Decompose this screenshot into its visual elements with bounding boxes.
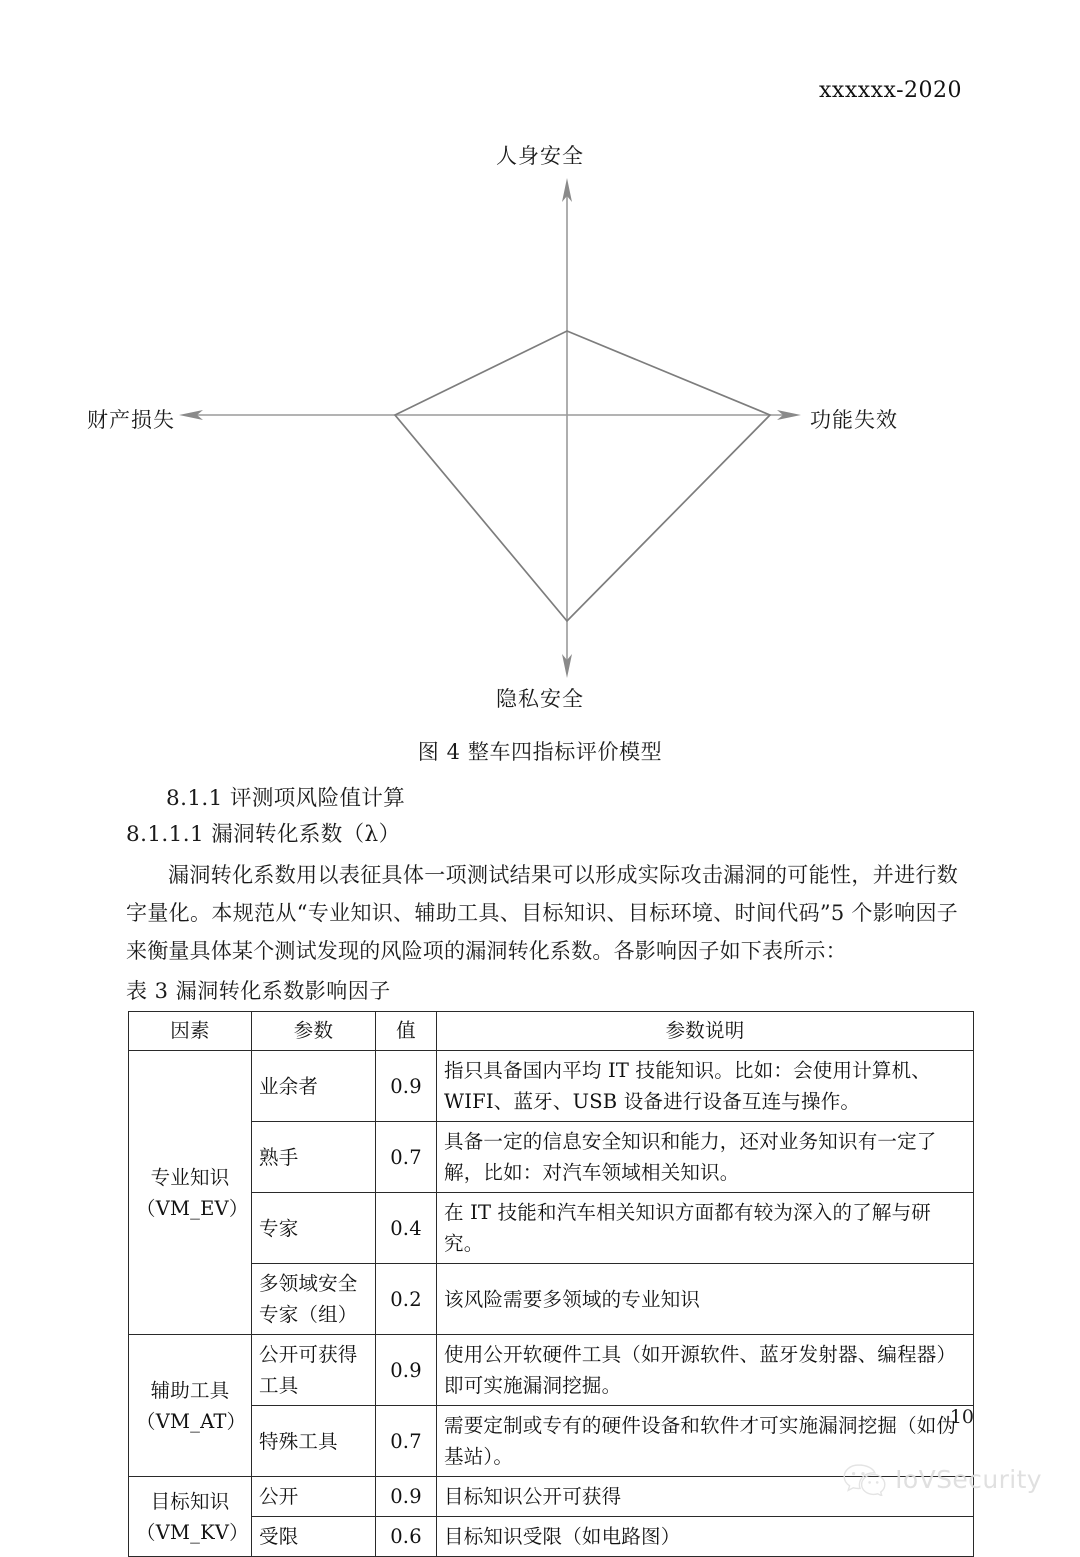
factor-cell-professional-knowledge <box>129 1051 252 1335</box>
param-cell: 受限 <box>252 1517 376 1557</box>
param-cell: 公开 <box>252 1477 376 1517</box>
description-cell: 目标知识受限（如电路图） <box>437 1517 974 1557</box>
heading-8-1-1: 8.1.1 评测项风险值计算 <box>166 786 406 811</box>
figure-4-radar-diagram <box>0 128 1080 728</box>
table-row <box>129 1264 974 1335</box>
th-description: 参数说明 <box>437 1012 974 1051</box>
value-cell: 0.6 <box>376 1517 437 1557</box>
param-cell: 多领域安全专家（组） <box>252 1264 376 1335</box>
table-head <box>129 1012 974 1051</box>
param-cell: 专家 <box>252 1193 376 1264</box>
body-paragraph: 漏洞转化系数用以表征具体一项测试结果可以形成实际攻击漏洞的可能性，并进行数字量化。本规范从“专业知识、辅助工具、目标知识、目标环境、时间代码”5 个影响因子来衡量具体某个测试发现的风险项的漏洞转化系数。各影响因子如下表所示： <box>126 863 958 963</box>
axis-label-right: 功能失效 <box>810 408 898 432</box>
watermark <box>842 1462 1042 1496</box>
description-cell: 需要定制或专有的硬件设备和软件才可实施漏洞挖掘（如伪基站）。 <box>437 1406 974 1477</box>
heading-8-1-1-1: 8.1.1.1 漏洞转化系数（λ） <box>126 822 401 847</box>
value-cell: 0.9 <box>376 1335 437 1406</box>
param-cell: 熟手 <box>252 1122 376 1193</box>
table-caption: 表 3 漏洞转化系数影响因子 <box>126 979 391 1003</box>
param-cell: 业余者 <box>252 1051 376 1122</box>
factor-code: （VM_AT） <box>136 1409 247 1433</box>
param-cell: 公开可获得工具 <box>252 1335 376 1406</box>
table-row <box>129 1122 974 1193</box>
th-param: 参数 <box>252 1012 376 1051</box>
description-cell: 使用公开软硬件工具（如开源软件、蓝牙发射器、编程器）即可实施漏洞挖掘。 <box>437 1335 974 1406</box>
factor-name: 辅助工具 <box>150 1378 230 1402</box>
description-cell: 具备一定的信息安全知识和能力，还对业务知识有一定了解，比如：对汽车领域相关知识。 <box>437 1122 974 1193</box>
description-cell: 指只具备国内平均 IT 技能知识。比如：会使用计算机、WIFI、蓝牙、USB 设备进行设备互连与操作。 <box>437 1051 974 1122</box>
table-row <box>129 1517 974 1557</box>
th-factor: 因素 <box>129 1012 252 1051</box>
factor-cell-target-knowledge <box>129 1477 252 1557</box>
factor-name: 目标知识 <box>150 1489 230 1513</box>
th-value: 值 <box>376 1012 437 1051</box>
radar-data-polygon <box>395 331 770 621</box>
value-cell: 0.7 <box>376 1406 437 1477</box>
description-cell: 在 IT 技能和汽车相关知识方面都有较为深入的了解与研究。 <box>437 1193 974 1264</box>
param-cell: 特殊工具 <box>252 1406 376 1477</box>
value-cell: 0.7 <box>376 1122 437 1193</box>
value-cell: 0.9 <box>376 1477 437 1517</box>
watermark-text: IoVSecurity <box>895 1464 1042 1494</box>
value-cell: 0.4 <box>376 1193 437 1264</box>
value-cell: 0.2 <box>376 1264 437 1335</box>
factor-code: （VM_EV） <box>136 1196 249 1220</box>
figure-caption: 图 4 整车四指标评价模型 <box>417 740 663 764</box>
axis-label-left: 财产损失 <box>87 408 175 432</box>
description-cell: 目标知识公开可获得 <box>437 1477 974 1517</box>
axis-label-bottom: 隐私安全 <box>496 687 584 711</box>
document-number-header: xxxxxx-2020 <box>819 78 962 103</box>
factor-name: 专业知识 <box>150 1165 230 1189</box>
table-row <box>129 1335 974 1406</box>
table-header-row <box>129 1012 974 1051</box>
wechat-icon <box>842 1462 886 1496</box>
factor-code: （VM_KV） <box>136 1520 249 1544</box>
factor-cell-auxiliary-tools <box>129 1335 252 1477</box>
description-cell: 该风险需要多领域的专业知识 <box>437 1264 974 1335</box>
value-cell: 0.9 <box>376 1051 437 1122</box>
table-row <box>129 1051 974 1122</box>
axis-label-top: 人身安全 <box>496 144 584 168</box>
table-row <box>129 1193 974 1264</box>
page-number: 10 <box>949 1406 974 1428</box>
